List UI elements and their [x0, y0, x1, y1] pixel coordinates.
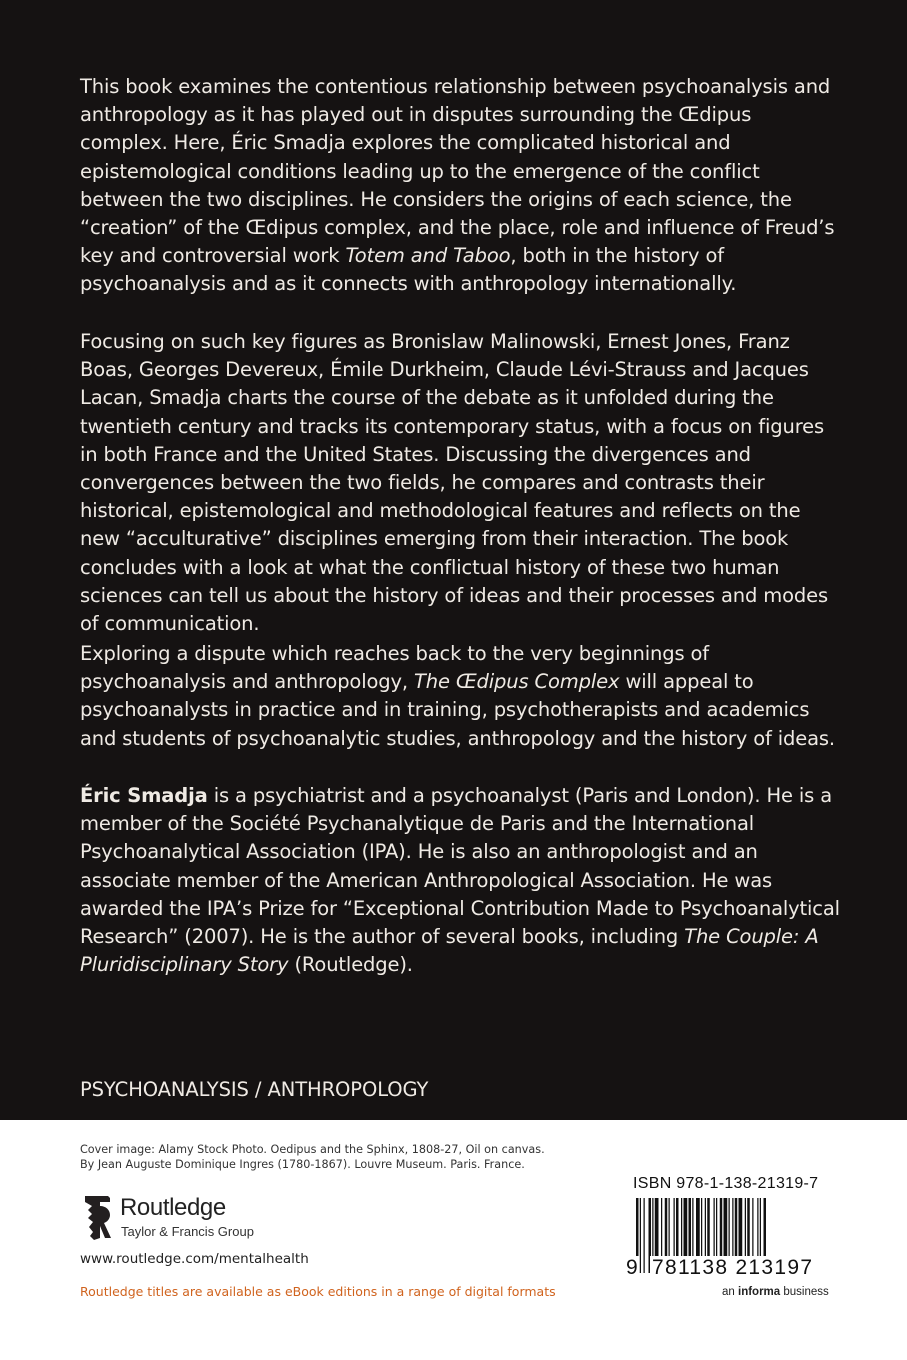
publisher-url[interactable]: www.routledge.com/mentalhealth [80, 1251, 309, 1267]
author-name: Éric Smadja [80, 784, 208, 807]
informa-business-tag: an informa business [722, 1286, 829, 1298]
author-bio: Éric Smadja is a psychiatrist and a psychoanalyst (Paris and London). He is a member of the Société Psychanalytique de Paris and the International Psychoanalytical Association (IPA). He is also an anthropologist and an associate member of the American Anthropological Association. He was awarded the IPA’s Prize for “Exceptional Contribution Made to Psychoanalytical Research” (2007). He is the author of several books, including The Couple: A Pluridisciplinary Story (Routledge). [80, 784, 840, 977]
description-paragraph-3: Exploring a dispute which reaches back to the very beginnings of psychoanalysis and anthropology, The Œdipus Complex will appeal to psychoanalysts in practice and in training, psychotherapists and academics and students of psychoanalytic studies, anthropology and the history of ideas. [80, 642, 835, 750]
book-title-the-couple: The Couple: A Pluridisciplinary Story [80, 925, 819, 977]
description-paragraph-2: Focusing on such key figures as Bronislaw Malinowski, Ernest Jones, Franz Boas, Georges Devereux, Émile Durkheim, Claude Lévi-Strauss and Jacques Lacan, Smadja charts the course of the debate as it unfolded during the twentieth century and tracks its contemporary status, with a focus on figures in both France and the United States. Discussing the divergences and convergences between the two fields, he compares and contrasts their historical, epistemological and methodological features and reflects on the new “acculturative” disciplines emerging from their interaction. The book concludes with a look at what the conflictual history of these two human sciences can tell us about the history of ideas and their processes and modes of communication. [80, 330, 828, 636]
book-title-totem-and-taboo: Totem and Taboo [345, 244, 511, 268]
subject-category: PSYCHOANALYSIS / ANTHROPOLOGY [80, 1078, 429, 1101]
description-paragraph-1: This book examines the contentious relationship between psychoanalysis and anthropology as it has played out in disputes surrounding the Œdipus complex. Here, Éric Smadja explores the complicated historical and epistemological conditions leading up to the emergence of the conflict between the two disciplines. He considers the origins of each science, the “creation” of the Œdipus complex, and the place, role and influence of Freud’s key and controversial work Totem and Taboo, both in the history of psychoanalysis and as it connects with anthropology internationally. [80, 75, 835, 296]
footer-panel: Cover image: Alamy Stock Photo. Oedipus and the Sphinx, 1808-27, Oil on canvas. By Jean Auguste Dominique Ingres (1780-1867). Louvre Museum. Paris. France. Routledge Taylor & Francis Group www.routledge.com/mentalhealth Routledge titles are available as eBook editions in a range of digital formats ISBN 978-1-138-21319-7 9 781138 213197 an informa business [0, 1120, 907, 1360]
cover-image-credit: Cover image: Alamy Stock Photo. Oedipus and the Sphinx, 1808-27, Oil on canvas. By Jean Auguste Dominique Ingres (1780-1867). Louvre Museum. Paris. France. [80, 1143, 545, 1171]
book-title-oedipus-complex: The Œdipus Complex [413, 670, 620, 694]
ebook-note: Routledge titles are available as eBook editions in a range of digital formats [80, 1284, 556, 1299]
publisher-group: Taylor & Francis Group [121, 1224, 254, 1239]
isbn: ISBN 978-1-138-21319-7 [633, 1175, 819, 1192]
routledge-logo-icon [80, 1192, 116, 1244]
publisher-name: Routledge [120, 1194, 226, 1221]
